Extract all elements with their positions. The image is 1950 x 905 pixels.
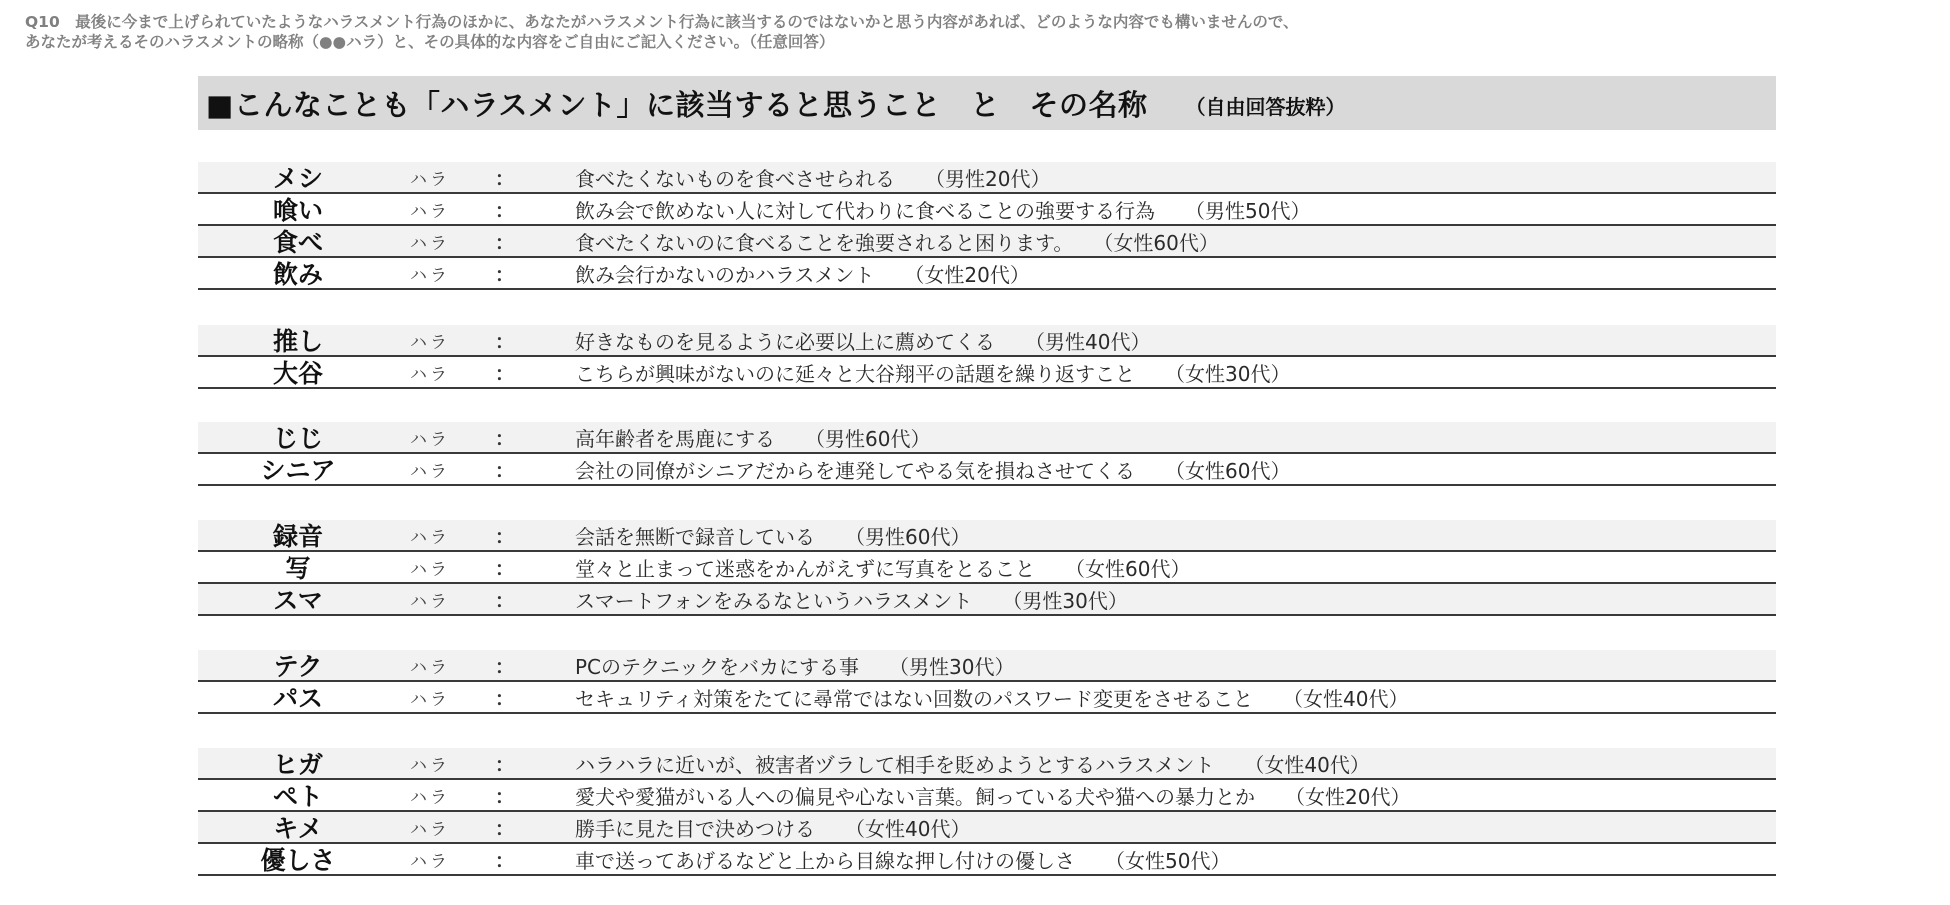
answer-row <box>198 422 1776 454</box>
description-text: 会社の同僚がシニアだからを連発してやる気を損ねさせてくる <box>575 458 1135 483</box>
description-text: 好きなものを見るように必要以上に薦めてくる <box>575 329 995 354</box>
harassment-name: パス <box>272 684 323 713</box>
description-text: 堂々と止まって迷惑をかんがえずに写真をとること <box>575 556 1035 581</box>
answer-group <box>198 325 1776 389</box>
respondent-attribute: （男性20代） <box>925 166 1051 191</box>
answer-group <box>198 748 1776 876</box>
respondent-attribute: （女性60代） <box>1165 458 1291 483</box>
separator-colon: ： <box>495 199 515 222</box>
title-bar <box>198 76 1776 130</box>
harassment-description <box>575 326 1150 355</box>
hara-suffix: ハラ <box>410 787 450 808</box>
answer-row <box>198 844 1776 876</box>
respondent-attribute: （男性60代） <box>805 426 931 451</box>
harassment-name: メシ <box>272 164 323 193</box>
respondent-attribute: （女性40代） <box>845 816 971 841</box>
page-title: ■こんなことも「ハラスメント」に該当すると思うこと と その名称 <box>206 87 1148 122</box>
hara-suffix: ハラ <box>410 364 450 385</box>
separator-colon: ： <box>495 785 515 808</box>
harassment-name: キメ <box>273 814 323 843</box>
answer-row <box>198 226 1776 258</box>
description-text: 高年齢者を馬鹿にする <box>575 426 775 451</box>
answer-row <box>198 748 1776 780</box>
answer-row <box>198 194 1776 226</box>
harassment-description <box>575 683 1408 712</box>
question-line-1: Q10 最後に今まで上げられていたようなハラスメント行為のほかに、あなたがハラスメント行為に該当するのではないかと思う内容があれば、どのような内容でも構いませんので、 <box>25 13 1299 31</box>
respondent-attribute: （女性20代） <box>904 262 1030 287</box>
question-text <box>25 12 1299 52</box>
description-text: ハラハラに近いが、被害者ヅラして相手を貶めようとするハラスメント <box>575 752 1215 777</box>
answer-row <box>198 812 1776 844</box>
separator-colon: ： <box>495 427 515 450</box>
hara-suffix: ハラ <box>410 169 450 190</box>
hara-suffix: ハラ <box>410 201 450 222</box>
hara-suffix: ハラ <box>410 591 450 612</box>
separator-colon: ： <box>495 525 515 548</box>
respondent-attribute: （女性60代） <box>1065 556 1191 581</box>
hara-suffix: ハラ <box>410 429 450 450</box>
description-text: 勝手に見た目で決めつける <box>575 816 815 841</box>
harassment-name: ヒガ <box>272 750 323 779</box>
separator-colon: ： <box>495 330 515 353</box>
answer-row <box>198 650 1776 682</box>
respondent-attribute: （女性30代） <box>1165 361 1291 386</box>
description-text: スマートフォンをみるなというハラスメント <box>575 588 973 613</box>
harassment-name: テク <box>273 652 323 681</box>
harassment-name: 飲み <box>272 260 323 289</box>
harassment-name: 食べ <box>272 228 323 257</box>
hara-suffix: ハラ <box>410 755 450 776</box>
harassment-name: スマ <box>273 586 323 615</box>
harassment-name: 推し <box>272 327 323 356</box>
answer-row <box>198 552 1776 584</box>
harassment-description <box>575 259 1030 288</box>
separator-colon: ： <box>495 167 515 190</box>
answer-row <box>198 520 1776 552</box>
answer-row <box>198 454 1776 486</box>
harassment-description <box>575 749 1370 778</box>
respondent-attribute: （女性40代） <box>1283 686 1409 711</box>
harassment-name: 録音 <box>272 522 323 551</box>
hara-suffix: ハラ <box>410 233 450 254</box>
hara-suffix: ハラ <box>410 527 450 548</box>
respondent-attribute: （男性40代） <box>1025 329 1151 354</box>
hara-suffix: ハラ <box>410 819 450 840</box>
question-line-2: あなたが考えるそのハラスメントの略称（●●ハラ）と、その具体的な内容をご自由にご記入ください。（任意回答） <box>25 33 835 51</box>
hara-suffix: ハラ <box>410 559 450 580</box>
answer-group <box>198 650 1776 714</box>
harassment-description <box>575 585 1128 614</box>
respondent-attribute: （男性30代） <box>889 654 1015 679</box>
harassment-description <box>575 553 1190 582</box>
answer-row <box>198 780 1776 812</box>
answer-group <box>198 422 1776 486</box>
harassment-description <box>575 521 970 550</box>
harassment-name: じじ <box>272 424 323 453</box>
hara-suffix: ハラ <box>410 332 450 353</box>
harassment-description <box>575 195 1310 224</box>
harassment-description <box>575 455 1290 484</box>
harassment-name: 大谷 <box>272 359 323 388</box>
harassment-name: シニア <box>260 456 336 485</box>
description-text: 飲み会行かないのかハラスメント <box>575 262 875 287</box>
answer-row <box>198 162 1776 194</box>
description-text: 食べたくないのに食べることを強要されると困ります。 <box>575 230 1074 255</box>
separator-colon: ： <box>495 362 515 385</box>
harassment-description <box>575 358 1290 387</box>
harassment-description <box>575 845 1230 874</box>
separator-colon: ： <box>495 687 515 710</box>
description-text: 食べたくないものを食べさせられる <box>575 166 895 191</box>
answer-group <box>198 162 1776 290</box>
respondent-attribute: （女性20代） <box>1285 784 1411 809</box>
separator-colon: ： <box>495 849 515 872</box>
answer-row <box>198 682 1776 714</box>
harassment-description <box>575 227 1219 256</box>
separator-colon: ： <box>495 753 515 776</box>
separator-colon: ： <box>495 589 515 612</box>
harassment-description <box>575 423 930 452</box>
hara-suffix: ハラ <box>410 851 450 872</box>
hara-suffix: ハラ <box>410 657 450 678</box>
respondent-attribute: （女性60代） <box>1103 230 1219 255</box>
page-subtitle: （自由回答抜粋） <box>1185 94 1346 119</box>
harassment-name: ペト <box>272 782 323 811</box>
respondent-attribute: （女性50代） <box>1105 848 1231 873</box>
separator-colon: ： <box>495 231 515 254</box>
separator-colon: ： <box>495 817 515 840</box>
respondent-attribute: （男性50代） <box>1185 198 1311 223</box>
harassment-description <box>575 651 1014 680</box>
hara-suffix: ハラ <box>410 265 450 286</box>
harassment-description <box>575 781 1410 810</box>
harassment-name: 写 <box>285 554 311 583</box>
description-text: 車で送ってあげるなどと上から目線な押し付けの優しさ <box>575 848 1075 873</box>
description-text: PCのテクニックをバカにする事 <box>575 654 860 679</box>
separator-colon: ： <box>495 557 515 580</box>
description-text: セキュリティ対策をたてに尋常ではない回数のパスワード変更をさせること <box>575 686 1253 711</box>
description-text: 愛犬や愛猫がいる人への偏見や心ない言葉。飼っている犬や猫への暴力とか <box>575 784 1255 809</box>
respondent-attribute: （女性40代） <box>1244 752 1370 777</box>
answer-row <box>198 258 1776 290</box>
harassment-name: 喰い <box>272 196 323 225</box>
hara-suffix: ハラ <box>410 461 450 482</box>
answer-row <box>198 357 1776 389</box>
harassment-description <box>575 163 1050 192</box>
harassment-description <box>575 813 970 842</box>
separator-colon: ： <box>495 263 515 286</box>
hara-suffix: ハラ <box>410 689 450 710</box>
answer-row <box>198 584 1776 616</box>
description-text: こちらが興味がないのに延々と大谷翔平の話題を繰り返すこと <box>575 361 1135 386</box>
description-text: 会話を無断で録音している <box>575 524 815 549</box>
description-text: 飲み会で飲めない人に対して代わりに食べることの強要する行為 <box>575 198 1155 223</box>
separator-colon: ： <box>495 459 515 482</box>
harassment-name: 優しさ <box>260 846 336 875</box>
respondent-attribute: （男性60代） <box>845 524 971 549</box>
respondent-attribute: （男性30代） <box>1002 588 1128 613</box>
answer-group <box>198 520 1776 616</box>
separator-colon: ： <box>495 655 515 678</box>
answer-row <box>198 325 1776 357</box>
